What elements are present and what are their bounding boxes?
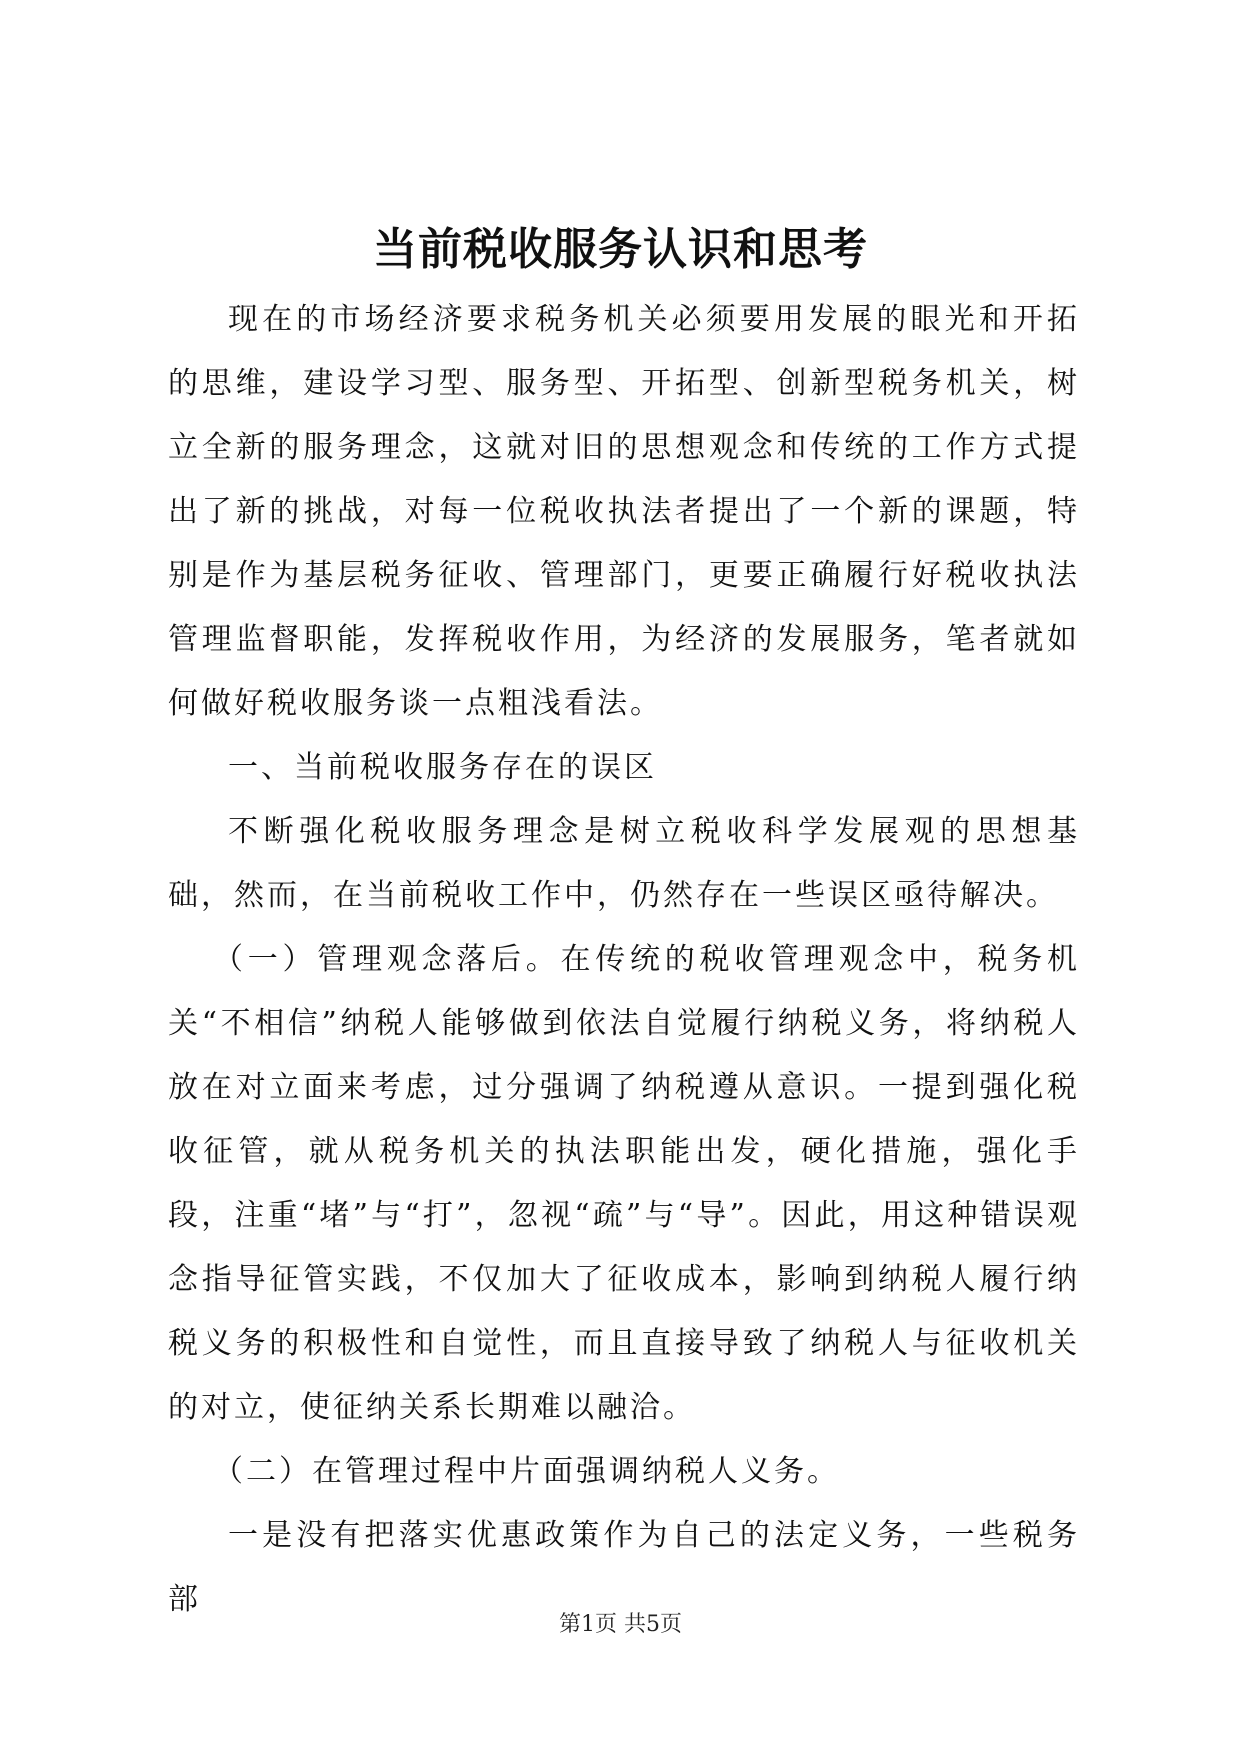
page-footer <box>0 1610 1241 1640</box>
paragraph-subsection-2: 一是没有把落实优惠政策作为自己的法定义务，一些税务部 <box>168 1518 1080 1617</box>
paragraph-subsection-1: （一）管理观念落后。在传统的税收管理观念中，税务机关“不相信”纳税人能够做到依法自觉履行纳税义务，将纳税人放在对立面来考虑，过分强调了纳税遵从意识。一提到强化税收征管，就从税务机关的执法职能出发，硬化措施，强化手段，注重“堵”与“打”，忽视“疏”与“导”。因此，用这种错误观念指导征管实践，不仅加大了征收成本，影响到纳税人履行纳税义务的积极性和自觉性，而且直接导致了纳税人与征收机关的对立，使征纳关系长期难以融洽。 <box>168 942 1080 1425</box>
paragraph-intro: 现在的市场经济要求税务机关必须要用发展的眼光和开拓的思维，建设学习型、服务型、开拓型、创新型税务机关，树立全新的服务理念，这就对旧的思想观念和传统的工作方式提出了新的挑战，对每一位税收执法者提出了一个新的课题，特别是作为基层税务征收、管理部门，更要正确履行好税收执法管理监督职能，发挥税收作用，为经济的发展服务，笔者就如何做好税收服务谈一点粗浅看法。 <box>168 302 1080 721</box>
document-body <box>168 288 1080 1632</box>
page-number-label: 第1页 共5页 <box>559 1612 682 1637</box>
section-heading-1: 一、当前税收服务存在的误区 <box>228 750 657 785</box>
paragraph-section-1: 不断强化税收服务理念是树立税收科学发展观的思想基础，然而，在当前税收工作中，仍然存在一些误区亟待解决。 <box>168 814 1080 913</box>
document-title: 当前税收服务认识和思考 <box>373 224 868 275</box>
subsection-heading-2: （二）在管理过程中片面强调纳税人义务。 <box>213 1454 840 1489</box>
